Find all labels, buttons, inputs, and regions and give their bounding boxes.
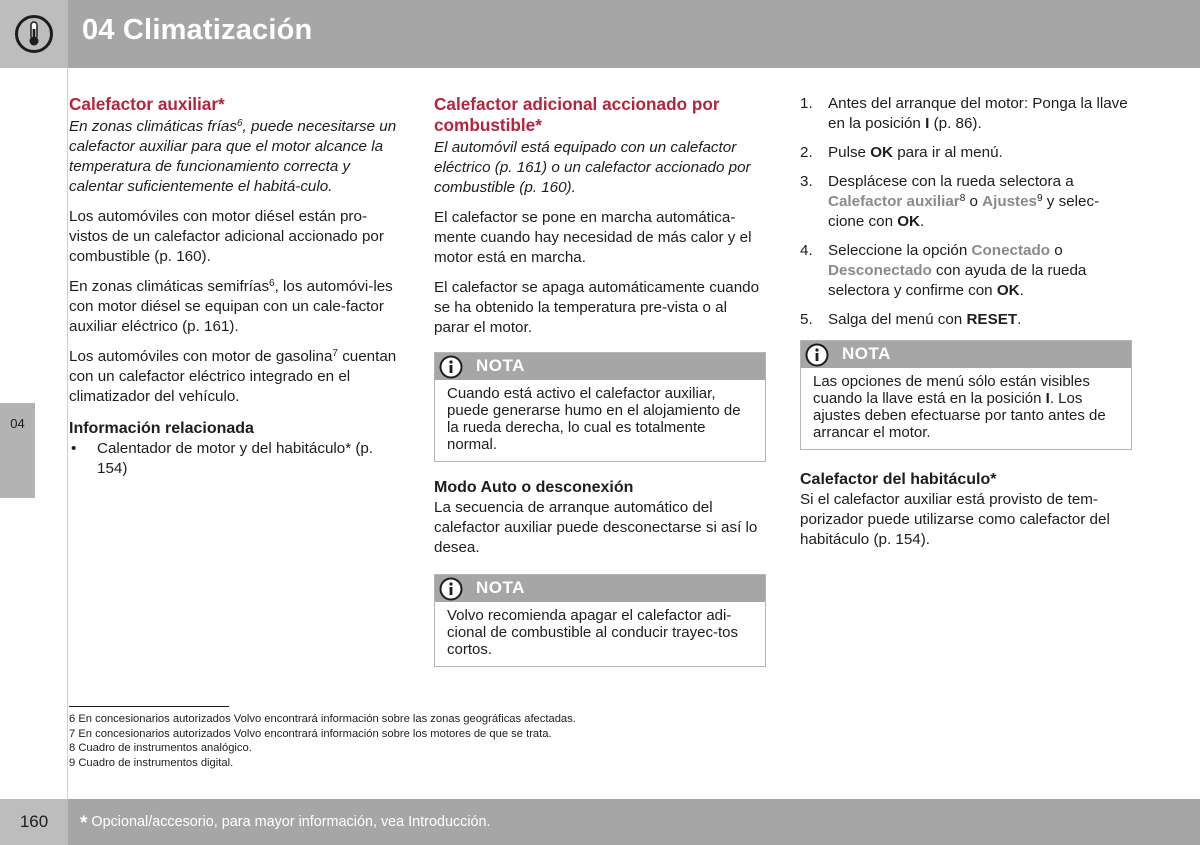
column-3 [800, 94, 1132, 560]
note-text: Volvo recomienda apagar el calefactor adi-cional de combustible al conducir trayec-tos cortos. [447, 607, 738, 658]
page-number: 160 [19, 812, 49, 831]
info-icon [439, 355, 463, 379]
chapter-tab-label: 04 [10, 416, 25, 431]
info-icon [805, 343, 829, 367]
section-heading-fuel-heater: Calefactor adicional accionado por combustible* [434, 94, 720, 135]
cabin-heater-heading: Calefactor del habitáculo* [800, 471, 997, 488]
header-icon-box [0, 0, 68, 68]
note-text: Las opciones de menú sólo están visibles cuando la llave está en la posición I. Los ajustes deben efectuarse por tanto antes de arrancar el motor. [813, 373, 1106, 441]
column-2 [434, 94, 766, 683]
page-title: 04 Climatización [82, 14, 313, 46]
paragraph-auto-mode: La secuencia de arranque automático del calefactor auxiliar puede desconectarse si así lo desea. [434, 499, 758, 556]
footnote: 8 Cuadro de instrumentos analógico. [69, 742, 252, 754]
list-item: 3. Desplácese con la rueda selectora a Calefactor auxiliar$^8$ o Ajustes$^9$ y selec-cione con OK. [800, 173, 1100, 230]
footnote-divider [69, 706, 229, 707]
note-header [435, 575, 765, 602]
list-item: 2. Pulse OK para ir al menú. [800, 144, 1003, 161]
list-item: 5. Salga del menú con RESET. [800, 311, 1022, 328]
footnote: 6 En concesionarios autorizados Volvo encontrará información sobre las zonas geográficas afectadas. [69, 713, 576, 725]
paragraph-petrol: Los automóviles con motor de gasolina$^7$ cuentan con un calefactor eléctrico integrado en el climatizador del vehículo. [69, 348, 397, 405]
footnotes [69, 712, 576, 770]
paragraph-autostart: El calefactor se pone en marcha automática-mente cuando hay necesidad de más calor y el motor está en marcha. [434, 209, 752, 266]
asterisk-icon: * [80, 813, 88, 834]
note-box [800, 340, 1132, 450]
list-item: 1. Antes del arranque del motor: Ponga la llave en la posición I (p. 86). [800, 95, 1128, 132]
chapter-sidebar [0, 68, 68, 799]
note-header [435, 353, 765, 380]
auto-mode-heading: Modo Auto o desconexión [434, 479, 634, 496]
column-1 [69, 94, 399, 479]
page-footer [0, 799, 1200, 845]
chapter-tab [0, 403, 35, 498]
note-label: NOTA [842, 344, 891, 363]
page-number-box [0, 799, 68, 845]
paragraph-cabin-heater: Si el calefactor auxiliar está provisto de tem-porizador puede utilizarse como calefactor del habitáculo (p. 154). [800, 491, 1110, 548]
section-heading-auxiliary-heater: Calefactor auxiliar* [69, 94, 225, 114]
paragraph-autostop: El calefactor se apaga automáticamente cuando se ha obtenido la temperatura pre-vista o al parar el motor. [434, 279, 760, 336]
note-label: NOTA [476, 356, 525, 375]
steps-list [800, 94, 1132, 330]
note-box [434, 574, 766, 667]
intro-paragraph: El automóvil está equipado con un calefactor eléctrico (p. 161) o un calefactor accionado por combustible (p. 160). [434, 139, 751, 196]
note-header [801, 341, 1131, 368]
page-header [0, 0, 1200, 68]
footnote: 7 En concesionarios autorizados Volvo encontrará información sobre los motores de que se trata. [69, 727, 552, 740]
paragraph-diesel: Los automóviles con motor diésel están pro-vistos de un calefactor adicional accionado por combustible (p. 160). [69, 208, 384, 265]
paragraph-semicold: En zonas climáticas semifrías$^6$, los automóvi-les con motor diésel se equipan con un cale-factor auxiliar eléctrico (p. 161). [69, 278, 393, 335]
list-item [69, 439, 399, 479]
note-box [434, 352, 766, 462]
related-link[interactable]: Calentador de motor y del habitáculo* (p. 154) [97, 440, 374, 477]
info-icon [439, 577, 463, 601]
note-text: Cuando está activo el calefactor auxiliar, puede generarse humo en el alojamiento de la rueda derecha, lo cual es totalmente normal. [447, 385, 741, 453]
footer-note: * Opcional/accesorio, para mayor información, vea Introducción. [80, 813, 491, 834]
intro-paragraph: En zonas climáticas frías$^6$, puede necesitarse un calefactor auxiliar para que el motor alcance la temperatura de funcionamiento correcta y calentar suficientemente el habitá-culo. [69, 118, 397, 195]
related-info-heading: Información relacionada [69, 420, 254, 437]
thermometer-icon [14, 14, 54, 54]
bullet-icon: • [71, 440, 77, 457]
note-label: NOTA [476, 578, 525, 597]
list-item: 4. Seleccione la opción Conectado o Desconectado con ayuda de la rueda selectora y confirme con OK. [800, 242, 1087, 299]
footnote: 9 Cuadro de instrumentos digital. [69, 756, 234, 769]
